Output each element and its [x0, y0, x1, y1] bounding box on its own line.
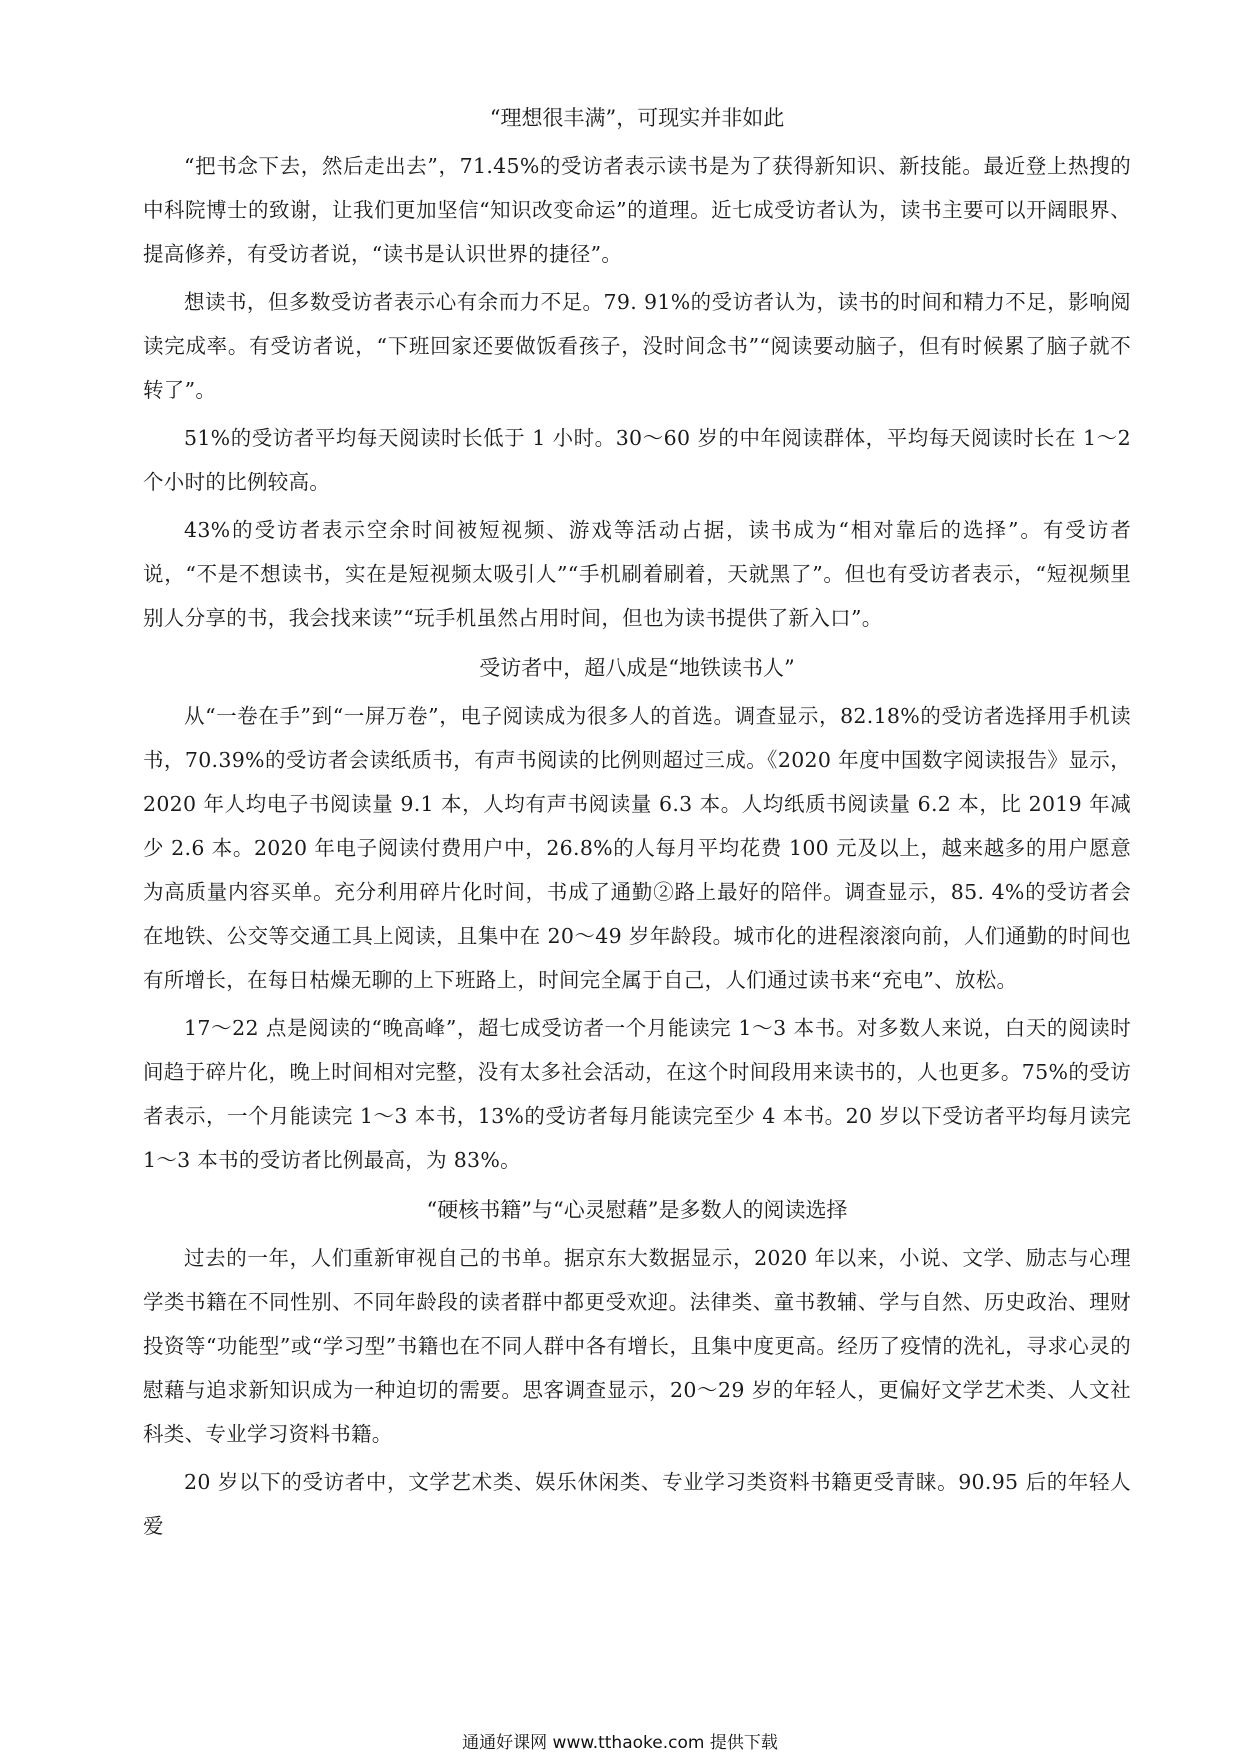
section-subway-readers: [143, 646, 1131, 1182]
section-ideal-vs-reality: [143, 96, 1131, 640]
paragraph: 51%的受访者平均每天阅读时长低于 1 小时。30～60 岁的中年阅读群体，平均每天阅读时长在 1～2 个小时的比例较高。: [143, 426, 1131, 494]
section-heading: “硬核书籍”与“心灵慰藉”是多数人的阅读选择: [426, 1198, 848, 1222]
page-footer: 通通好课网 www.tthaoke.com 提供下载: [462, 1733, 778, 1753]
paragraph: 过去的一年，人们重新审视自己的书单。据京东大数据显示，2020 年以来，小说、文学、励志与心理学类书籍在不同性别、不同年龄段的读者群中都更受欢迎。法律类、童书教辅、学与自然、历史政治、理财投资等“功能型”或“学习型”书籍也在不同人群中各有增长，且集中度更高。经历了疫情的洗礼，寻求心灵的慰藉与追求新知识成为一种迫切的需要。思客调查显示，20～29 岁的年轻人，更偏好文学艺术类、人文社科类、专业学习资料书籍。: [143, 1246, 1131, 1446]
paragraph: 43%的受访者表示空余时间被短视频、游戏等活动占据，读书成为“相对靠后的选择”。有受访者说，“不是不想读书，实在是短视频太吸引人”“手机刷着刷着，天就黑了”。但也有受访者表示，“短视频里别人分享的书，我会找来读”“玩手机虽然占用时间，但也为读书提供了新入口”。: [143, 518, 1131, 630]
paragraph: 从“一卷在手”到“一屏万卷”，电子阅读成为很多人的首选。调查显示，82.18%的受访者选择用手机读书，70.39%的受访者会读纸质书，有声书阅读的比例则超过三成。《2020 年度中国数字阅读报告》显示，2020 年人均电子书阅读量 9.1 本，人均有声书阅读量 6.3 本。人均纸质书阅读量 6.2 本，比 2019 年减少 2.6 本。2020 年电子阅读付费用户中，26.8%的人每月平均花费 100 元及以上，越来越多的用户愿意为高质量内容买单。充分利用碎片化时间，书成了通勤②路上最好的陪伴。调查显示，85. 4%的受访者会在地铁、公交等交通工具上阅读，且集中在 20～49 岁年龄段。城市化的进程滚滚向前，人们通勤的时间也有所增长，在每日枯燥无聊的上下班路上，时间完全属于自己，人们通过读书来“充电”、放松。: [143, 704, 1131, 992]
section-reading-choices: [143, 1188, 1131, 1548]
section-heading: 受访者中，超八成是“地铁读书人”: [479, 656, 795, 680]
document-body: [143, 90, 1131, 1552]
paragraph: 17～22 点是阅读的“晚高峰”，超七成受访者一个月能读完 1～3 本书。对多数人来说，白天的阅读时间趋于碎片化，晚上时间相对完整，没有太多社会活动，在这个时间段用来读书的，人也更多。75%的受访者表示，一个月能读完 1～3 本书，13%的受访者每月能读完至少 4 本书。20 岁以下受访者平均每月读完 1～3 本书的受访者比例最高，为 83%。: [143, 1016, 1131, 1172]
paragraph: 20 岁以下的受访者中，文学艺术类、娱乐休闲类、专业学习类资料书籍更受青睐。90.95 后的年轻人爱: [143, 1470, 1131, 1538]
section-heading: “理想很丰满”，可现实并非如此: [489, 106, 785, 130]
paragraph: “把书念下去，然后走出去”，71.45%的受访者表示读书是为了获得新知识、新技能。最近登上热搜的中科院博士的致谢，让我们更加坚信“知识改变命运”的道理。近七成受访者认为，读书主要可以开阔眼界、提高修养，有受访者说，“读书是认识世界的捷径”。: [143, 154, 1131, 266]
paragraph: 想读书，但多数受访者表示心有余而力不足。79. 91%的受访者认为，读书的时间和精力不足，影响阅读完成率。有受访者说，“下班回家还要做饭看孩子，没时间念书”“阅读要动脑子，但有时候累了脑子就不转了”。: [143, 290, 1131, 402]
